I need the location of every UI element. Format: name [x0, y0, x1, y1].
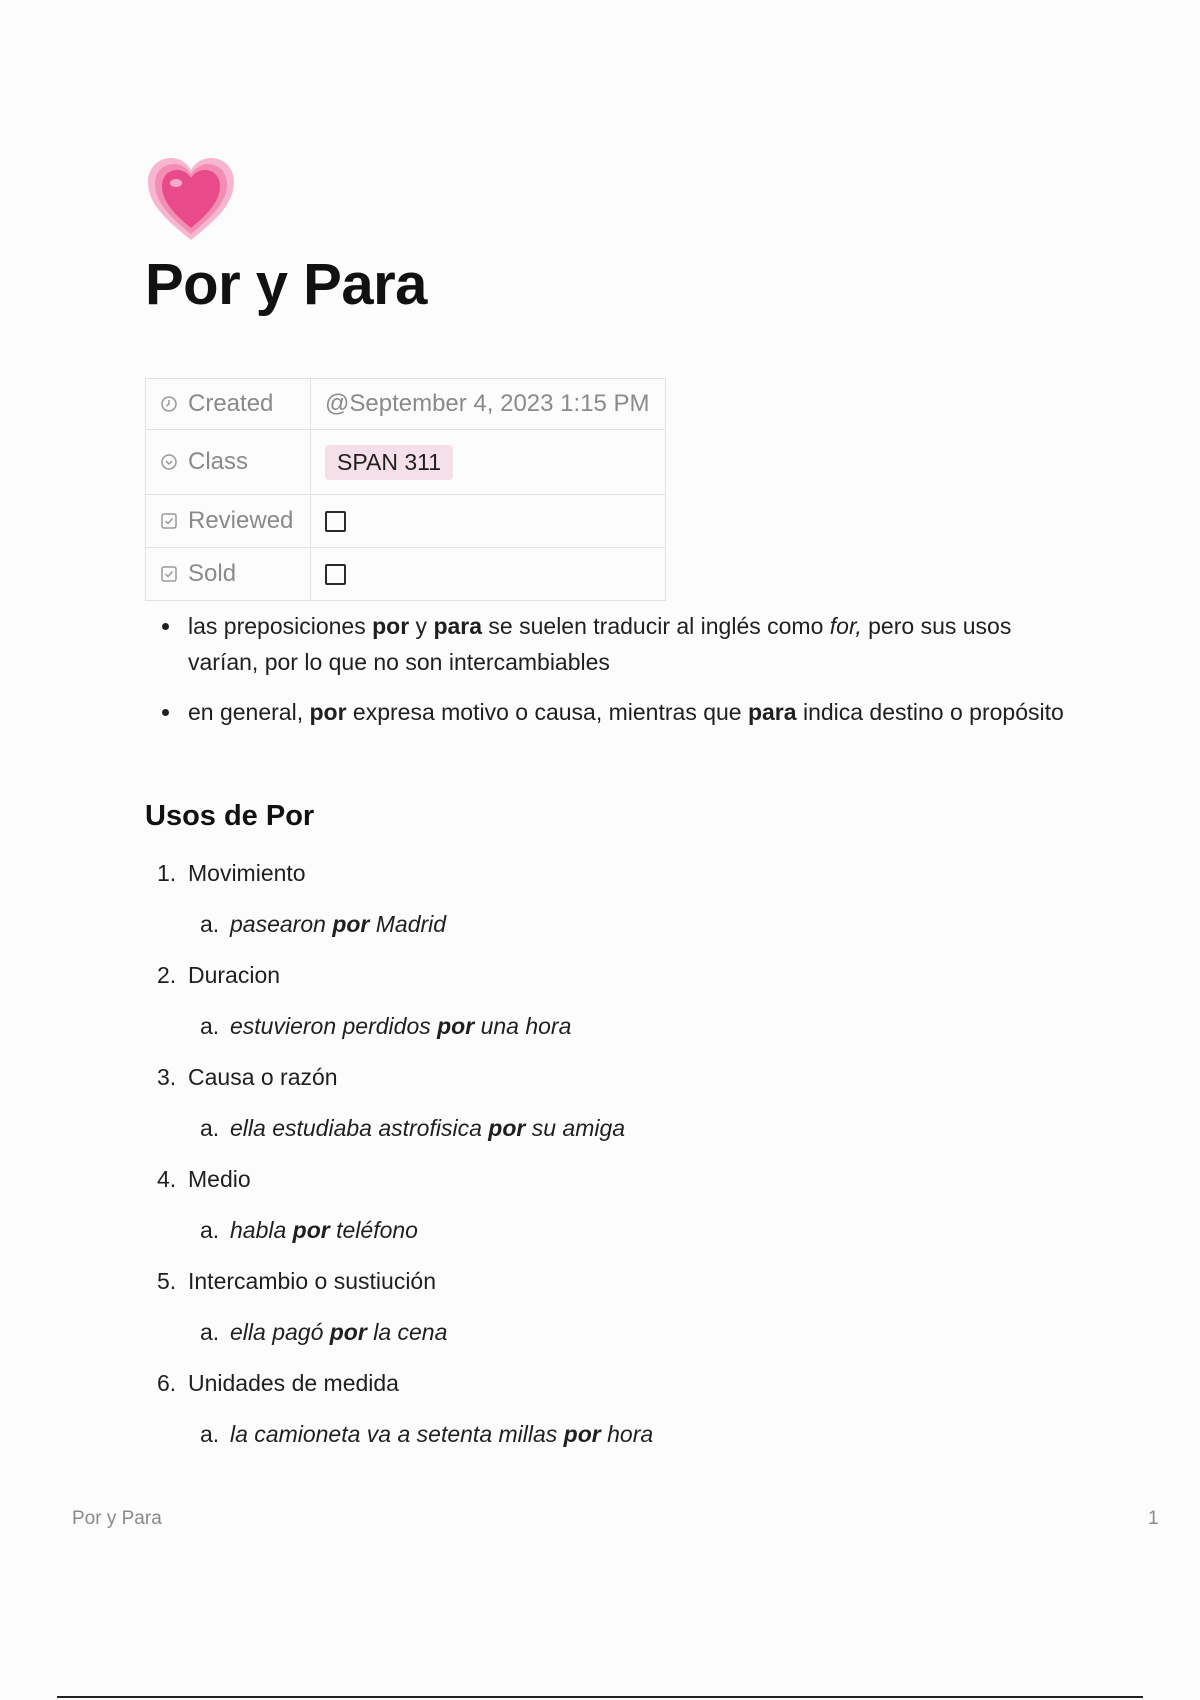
- sold-checkbox[interactable]: [325, 564, 346, 585]
- example-sentence: estuvieron perdidos por una hora: [230, 1013, 572, 1039]
- list-item: las preposiciones por y para se suelen traducir al inglés como for, pero sus usos varían, por lo que no son intercambiables: [145, 608, 1085, 680]
- example-sentence: ella estudiaba astrofisica por su amiga: [230, 1115, 626, 1141]
- list-item: 5. Intercambio o sustiución a. ella pagó por la cena: [157, 1268, 448, 1345]
- use-label: Medio: [188, 1166, 251, 1192]
- property-row-reviewed: [146, 495, 666, 548]
- page-number: 1: [1148, 1508, 1159, 1529]
- uses-numbered-list: [145, 848, 1085, 1460]
- created-date-value[interactable]: @September 4, 2023 1:15 PM: [325, 390, 650, 417]
- footer-title: Por y Para: [72, 1508, 162, 1529]
- list-item: 3. Causa o razón a. ella estudiaba astrofisica por su amiga: [157, 1064, 626, 1141]
- page-title: Por y Para: [145, 252, 427, 317]
- property-row-created: [146, 379, 666, 430]
- section-heading: Usos de Por: [145, 800, 315, 832]
- select-icon: [160, 453, 178, 471]
- use-label: Movimiento: [188, 860, 306, 886]
- property-key: Created: [188, 390, 274, 417]
- example-sentence: pasearon por Madrid: [230, 911, 447, 937]
- property-key: Class: [188, 448, 249, 475]
- list-item: 6. Unidades de medida a. la camioneta va a setenta millas por hora: [157, 1370, 654, 1447]
- reviewed-checkbox[interactable]: [325, 511, 346, 532]
- page-divider: [57, 1696, 1143, 1698]
- example-sentence: habla por teléfono: [230, 1217, 418, 1243]
- properties-table: [145, 378, 666, 601]
- use-label: Unidades de medida: [188, 1370, 399, 1396]
- property-row-class: [146, 430, 666, 495]
- intro-bullet-list: [145, 608, 1085, 744]
- list-item: en general, por expresa motivo o causa, mientras que para indica destino o propósito: [145, 694, 1085, 730]
- property-key: Sold: [188, 560, 237, 587]
- use-label: Intercambio o sustiución: [188, 1268, 437, 1294]
- property-key: Reviewed: [188, 507, 294, 534]
- list-item: 2. Duracion a. estuvieron perdidos por una hora: [157, 962, 572, 1039]
- checkbox-prop-icon: [160, 565, 178, 583]
- list-item: 1. Movimiento a. pasearon por Madrid: [157, 860, 447, 937]
- use-label: Causa o razón: [188, 1064, 338, 1090]
- growing-heart-icon[interactable]: [146, 156, 236, 242]
- use-label: Duracion: [188, 962, 281, 988]
- list-item: 4. Medio a. habla por teléfono: [157, 1166, 418, 1243]
- checkbox-prop-icon: [160, 512, 178, 530]
- property-row-sold: [146, 548, 666, 601]
- example-sentence: la camioneta va a setenta millas por hora: [230, 1421, 654, 1447]
- example-sentence: ella pagó por la cena: [230, 1319, 448, 1345]
- clock-icon: [160, 395, 178, 413]
- class-tag[interactable]: SPAN 311: [325, 445, 453, 480]
